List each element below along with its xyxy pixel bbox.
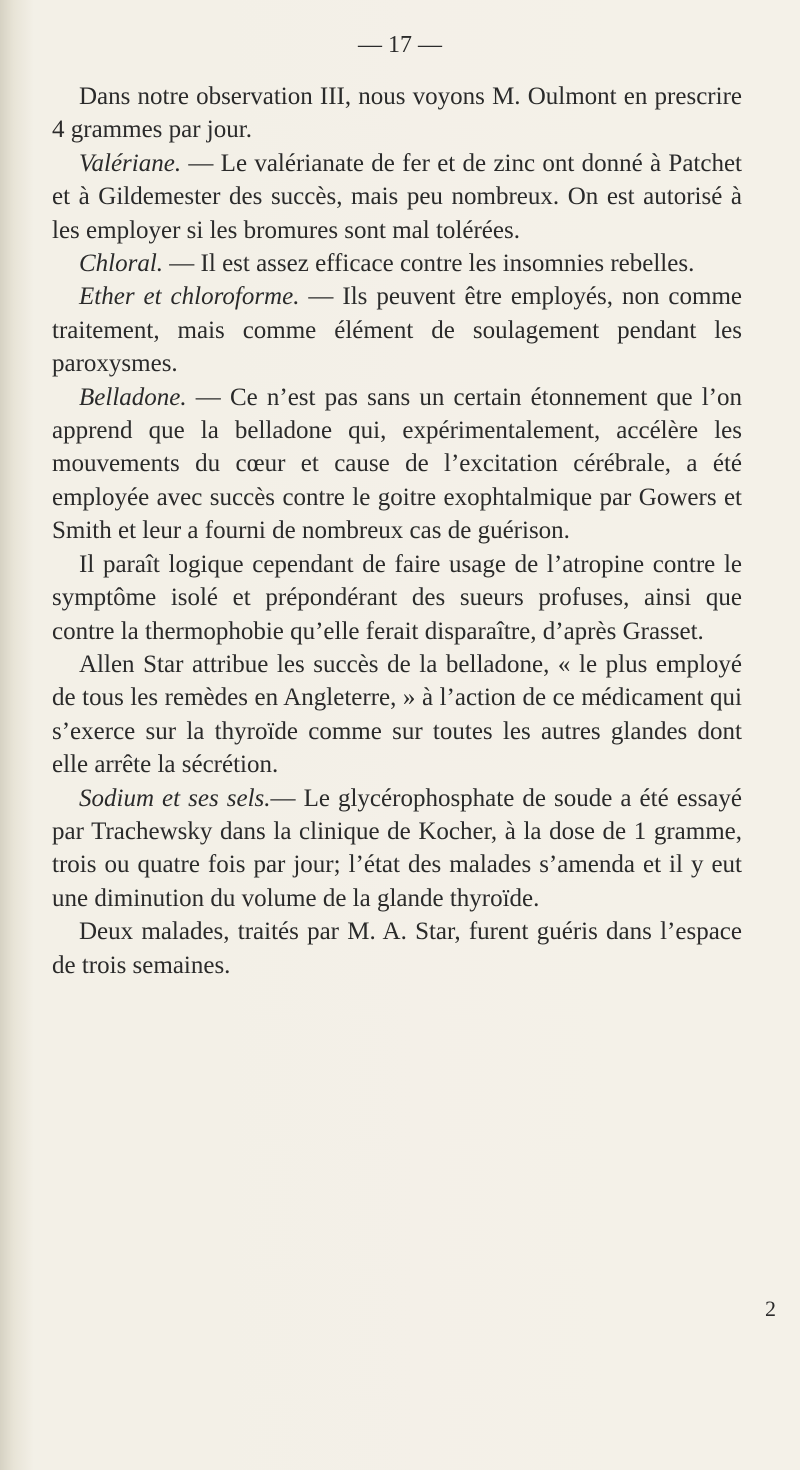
paragraph-text: Dans notre observation III, nous voyons M. Oulmont en prescrire 4 grammes par jour. xyxy=(52,83,742,144)
paragraph-belladone xyxy=(52,381,742,548)
paragraph-lead: Ether et chloroforme. xyxy=(79,283,300,311)
body-text xyxy=(52,80,742,982)
paragraph-text: — Le valérianate de fer et de zinc ont donné à Patchet et à Gildemester des succès, mais peu nombreux. On est autorisé à les employer si les bromures sont mal tolérées. xyxy=(52,149,742,244)
page-number: — 17 — xyxy=(358,32,442,58)
paragraph-atropine xyxy=(52,548,742,648)
paragraph-text: — Ils peuvent être employés, non comme traitement, mais comme élément de soulagement pendant les paroxysmes. xyxy=(52,283,742,378)
paragraph-valeriane xyxy=(52,147,742,247)
paragraph-text: — Le glycérophosphate de soude a été essayé par Trachewsky dans la clinique de Kocher, à la dose de 1 gramme, trois ou quatre fois par jour; l’état des malades s’amenda et il y eut une diminution du volume de la glande thyroïde. xyxy=(52,784,742,912)
paragraph-observation xyxy=(52,80,742,147)
paragraph-sodium xyxy=(52,782,742,916)
paragraph-lead: Valériane. xyxy=(79,149,182,177)
paragraph-text: Deux malades, traités par M. A. Star, furent guéris dans l’espace de trois semaines. xyxy=(52,918,742,979)
paragraph-deux-malades xyxy=(52,915,742,982)
paragraph-lead: Belladone. xyxy=(79,383,187,411)
paragraph-text: — Il est assez efficace contre les insomnies rebelles. xyxy=(163,250,695,278)
paragraph-text: — Ce n’est pas sans un certain étonnement que l’on apprend que la belladone qui, expérimentalement, accélère les mouvements du cœur et cause de l’excitation cérébrale, a été employée avec succès contre le goitre exophtalmique par Gowers et Smith et leur a fourni de nombreux cas de guérison. xyxy=(52,383,742,545)
paragraph-text: Il paraît logique cependant de faire usage de l’atropine contre le symptôme isolé et prépondérant des sueurs profuses, ainsi que contre la thermophobie qu’elle ferait disparaître, d’après Grasset. xyxy=(52,550,742,645)
paragraph-chloral xyxy=(52,247,742,280)
paragraph-ether xyxy=(52,280,742,380)
paragraph-lead: Sodium et ses sels. xyxy=(79,784,271,812)
paragraph-allen-star xyxy=(52,648,742,782)
paragraph-lead: Chloral. xyxy=(79,250,164,278)
paragraph-text: Allen Star attribue les succès de la belladone, « le plus employé de tous les remèdes en Angleterre, » à l’action de ce médicament qui s’exerce sur la thyroïde comme sur toutes les autres glandes dont elle arrête la sécrétion. xyxy=(52,650,742,779)
signature-mark: 2 xyxy=(765,1296,776,1321)
